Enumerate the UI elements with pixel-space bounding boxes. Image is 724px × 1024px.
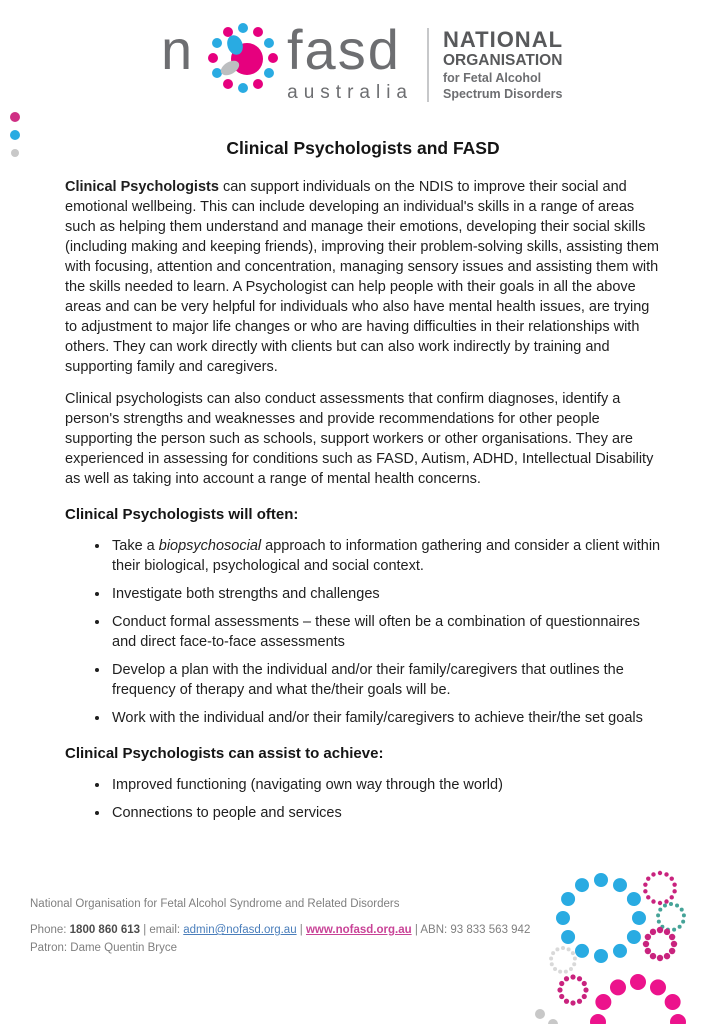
org-line-organisation: ORGANISATION <box>443 52 563 69</box>
paragraph-2: Clinical psychologists can also conduct assessments that confirm diagnoses, identify a person's strengths and weaknesses and provide recommendations for other people supporting the person such as schools, support workers or other organisations. They are experienced in assessing for conditions such as FASD, Autism, ADHD, Intellectual Disability as well as taking into account a range of mental health concerns. <box>65 391 654 487</box>
footer-separator: | <box>296 924 306 936</box>
nofasd-logo <box>161 16 581 116</box>
paragraph-1-lead: Clinical Psychologists <box>65 179 219 195</box>
page-footer <box>30 896 590 956</box>
list-item <box>110 775 661 795</box>
list-item-text: Investigate both strengths and challenges <box>112 586 380 602</box>
footer-patron-line: Patron: Dame Quentin Bryce <box>30 942 178 954</box>
list-item-italic: biopsychosocial <box>158 538 262 554</box>
list-item-text: Develop a plan with the individual and/or their family/caregivers that outlines the frequency of therapy and what the/their goals will be. <box>112 662 624 698</box>
org-line-fetal-alcohol: for Fetal Alcohol <box>443 71 542 85</box>
org-line-national: NATIONAL <box>443 27 564 52</box>
list-item-text: Connections to people and services <box>112 805 342 821</box>
footer-contact-line <box>30 922 590 938</box>
footer-phone-label: Phone: <box>30 924 70 936</box>
list-item <box>110 536 661 576</box>
paragraph-1 <box>65 177 661 377</box>
list-item-text: approach to information gathering and consider a client within their biological, psychological and social context. <box>112 538 661 574</box>
list-item <box>110 803 661 823</box>
list-item-text: Conduct formal assessments – these will often be a combination of questionnaires and direct face-to-face assessments <box>112 614 640 650</box>
list-item-text: Improved functioning (navigating own way through the world) <box>112 777 503 793</box>
page-title: Clinical Psychologists and FASD <box>226 138 500 158</box>
bullet-list-will-often <box>65 536 661 728</box>
list-item <box>110 660 661 700</box>
bullet-list-assist-achieve <box>65 775 661 823</box>
footer-phone-number: 1800 860 613 <box>69 924 141 936</box>
footer-website-link[interactable]: www.nofasd.org.au <box>305 924 412 936</box>
footer-separator: | email: <box>140 924 184 936</box>
list-item <box>110 708 661 728</box>
heading-assist-achieve: Clinical Psychologists can assist to achieve: <box>65 745 384 762</box>
nofasd-wordmark <box>161 16 413 116</box>
margin-dot-blue <box>10 130 20 140</box>
list-item <box>110 612 661 652</box>
margin-dot-pink <box>10 112 20 122</box>
wordmark-australia: australia <box>287 82 413 103</box>
paragraph-1-text: can support individuals on the NDIS to improve their social and emotional wellbeing. This can include developing an individual's skills in a range of areas such as helping them understand and manage their emotions, developing their social skills (including making and keeping friends), improving their problem-solving skills, assisting them with focusing, attention and concentration, managing sensory issues and assisting them with the skills needed to learn. A Psychologist can help people with their goals in all the above areas and can be very helpful for individuals who also have mental health issues, are trying to adjustment to major life changes or who are having difficulties in their relationships with others. They can work directly with clients but can also work indirectly by training and supporting family and caregivers. <box>65 179 659 375</box>
list-item-text: Work with the individual and/or their family/caregivers to achieve their/the set goals <box>112 710 643 726</box>
list-item <box>110 584 661 604</box>
footer-abn: | ABN: 93 833 563 942 <box>411 924 531 936</box>
margin-dot-grey <box>11 149 19 157</box>
wordmark-fasd: fasd <box>287 18 401 81</box>
document-content <box>65 138 661 823</box>
logo-divider <box>427 28 429 102</box>
footer-org-name: National Organisation for Fetal Alcohol Syndrome and Related Disorders <box>30 898 400 910</box>
list-item-text: Take a <box>112 538 159 554</box>
logo-org-name <box>443 28 563 102</box>
heading-will-often: Clinical Psychologists will often: <box>65 506 299 523</box>
org-line-spectrum-disorders: Spectrum Disorders <box>443 87 563 101</box>
decorative-dot-circles <box>524 854 724 1024</box>
footer-email-link[interactable]: admin@nofasd.org.au <box>183 924 297 936</box>
wordmark-letter-n: n <box>161 18 193 81</box>
